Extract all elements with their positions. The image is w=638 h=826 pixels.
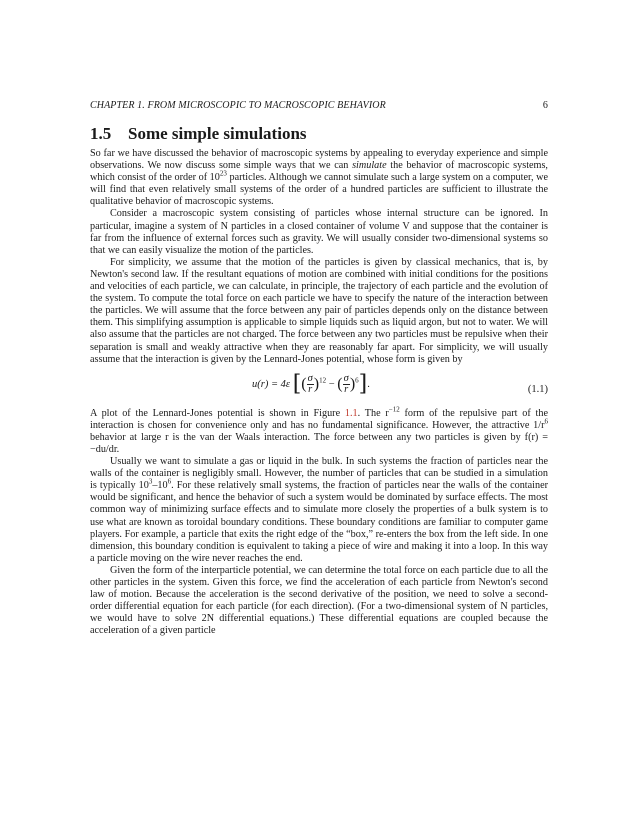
paragraph-2: Consider a macroscopic system consisting of particles whose internal structure can be ignored. In particular, imagine a system of N particles in a closed container of volume V and suppose that the container is far from the influence of external forces such as gravity. We will usually consider two-dimensional systems so that we can easily visualize the motion of the particles.	[90, 208, 548, 256]
equation-lennard-jones	[90, 368, 548, 406]
paragraph-1: So far we have discussed the behavior of macroscopic systems by appealing to everyday experience and simple observations. We now discuss some simple ways that we can simulate the behavior of macroscopic systems, which consist of the order of $10^{23}$ particles. Although we cannot simulate such a large system on a computer, we will find that even relatively small systems of the order of a hundred particles are sufficient to illustrate the qualitative behavior of macroscopic systems.	[90, 148, 549, 208]
section-heading	[90, 124, 307, 144]
paragraph-4: A plot of the Lennard-Jones potential is shown in Figure 1.1. The $r^{-12}$ form of the repulsive part of the interaction is chosen for convenience only and has no fundamental significance. However, the attractive $1/r^6$ behavior at large r is the van der Waals interaction. The force between any two particles is given by f(r) = −du/dr.	[90, 405, 548, 455]
body-text	[90, 148, 548, 637]
equation-body: u(r) = 4ε [( $\frac{\sigma}{r}$ )$^{12}$ − ( $\frac{\sigma}{r}$ )$^6$].	[252, 371, 370, 397]
figure-link[interactable]: 1.1	[344, 407, 358, 419]
section-number: 1.5	[90, 124, 112, 143]
equation-number: (1.1)	[527, 383, 548, 395]
page-number: 6	[542, 100, 548, 111]
paragraph-3: For simplicity, we assume that the motion of the particles is given by classical mechanics, that is, by Newton's second law. If the resultant equations of motion are combined with initial conditions for the positions and velocities of each particle, we can calculate, in principle, the trajectory of each particle and the evolution of the system. To compute the total force on each particle we have to specify the nature of the interaction between the particles. We will assume that the force between any pair of particles depends only on the distance between them. This simplifying assumption is applicable to simple liquids such as liquid argon, but not to water. We will also assume that the particles are not charged. The force between any two particles must be repulsive when their separation is small and weakly attractive when they are reasonably far apart. For simplicity, we will usually assume that the interaction is given by the Lennard-Jones potential, whose form is given by	[90, 256, 548, 365]
paragraph-5: Usually we want to simulate a gas or liquid in the bulk. In such systems the fraction of particles near the walls of the container is negligibly small. However, the number of particles that can be studied in a simulation is typically $10^3-10^6$. For these relatively small systems, the fraction of particles near the walls of the container would be significant, and hence the behavior of such a system would be dominated by surface effects. The most common way of minimizing surface effects and to simulate more closely the properties of a bulk system is to use what are known as toroidal boundary conditions. These boundary conditions are familiar to computer game players. For example, a particle that exits the right edge of the “box,” re-enters the box from the left side. In one dimension, this boundary condition is equivalent to taking a piece of wire and making it into a loop. In this way a particle moving on the wire never reaches the end.	[90, 456, 548, 564]
section-title: Some simple simulations	[128, 124, 307, 143]
chapter-title: CHAPTER 1. FROM MICROSCOPIC TO MACROSCOPIC BEHAVIOR	[90, 100, 386, 111]
running-header	[90, 100, 548, 114]
paragraph-6: Given the form of the interparticle potential, we can determine the total force on each particle due to all the other particles in the system. Given this force, we find the acceleration of each particle from Newton's second law of motion. Because the acceleration is the second derivative of the position, we need to solve a second-order differential equation for each particle (for each direction). (For a two-dimensional system of N particles, we would have to solve 2N differential equations.) These differential equations are coupled because the acceleration of a given particle	[90, 564, 548, 637]
